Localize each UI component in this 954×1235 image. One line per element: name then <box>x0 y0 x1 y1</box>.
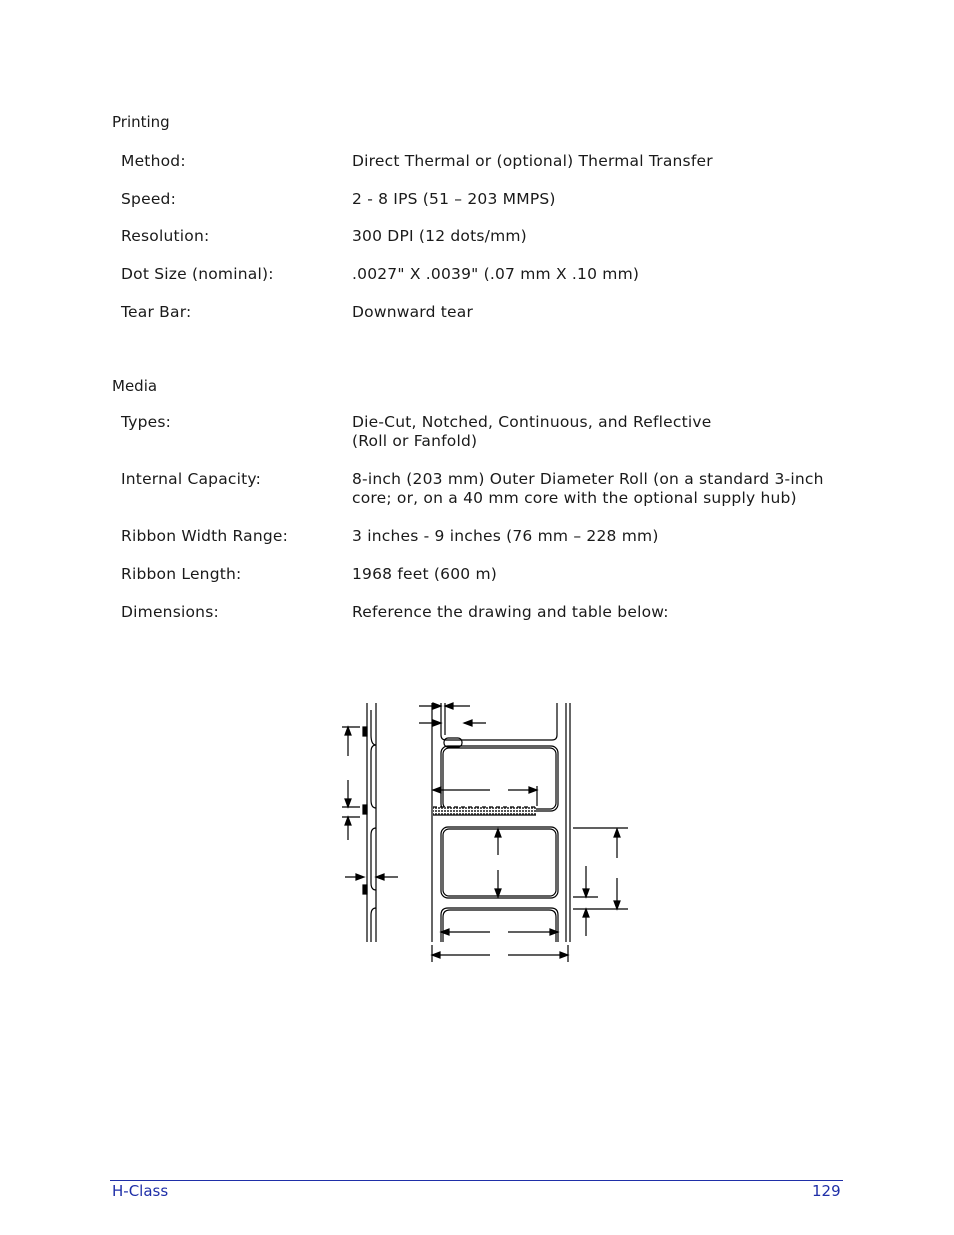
media-side-view <box>363 703 376 942</box>
footer-rule <box>110 1180 843 1181</box>
spec-label-ribbon-length: Ribbon Length: <box>121 565 242 583</box>
spec-label-resolution: Resolution: <box>121 227 210 245</box>
spec-value-ribbon-width: 3 inches - 9 inches (76 mm – 228 mm) <box>352 527 659 545</box>
spec-label-speed: Speed: <box>121 190 177 208</box>
spec-value-method: Direct Thermal or (optional) Thermal Transfer <box>352 152 713 170</box>
spec-label-types: Types: <box>121 413 172 431</box>
spec-value-dot-size: .0027" X .0039" (.07 mm X .10 mm) <box>352 265 640 283</box>
spec-label-internal-capacity: Internal Capacity: <box>121 470 262 488</box>
spec-value-ribbon-length: 1968 feet (600 m) <box>352 565 498 583</box>
side-view-dimension-arrows <box>342 727 398 880</box>
footer-page-number: 129 <box>812 1182 841 1200</box>
printing-heading: Printing <box>112 113 170 131</box>
spec-value-types-line-1: Die-Cut, Notched, Continuous, and Reflective <box>352 413 712 431</box>
spec-label-dot-size: Dot Size (nominal): <box>121 265 274 283</box>
media-front-view <box>432 703 570 942</box>
spec-label-dimensions: Dimensions: <box>121 603 219 621</box>
spec-value-speed: 2 - 8 IPS (51 – 203 MMPS) <box>352 190 556 208</box>
footer-product-name: H-Class <box>112 1182 169 1200</box>
spec-value-internal-capacity-line-2: core; or, on a 40 mm core with the optional supply hub) <box>352 489 797 507</box>
spec-value-dimensions: Reference the drawing and table below: <box>352 603 669 621</box>
spec-value-internal-capacity-line-1: 8-inch (203 mm) Outer Diameter Roll (on a standard 3-inch <box>352 470 824 488</box>
spec-value-tear-bar: Downward tear <box>352 303 474 321</box>
front-view-dimension-arrows <box>419 703 628 962</box>
media-heading: Media <box>112 377 158 395</box>
spec-value-types-line-2: (Roll or Fanfold) <box>352 432 478 450</box>
spec-label-tear-bar: Tear Bar: <box>121 303 192 321</box>
spec-label-method: Method: <box>121 152 186 170</box>
spec-value-resolution: 300 DPI (12 dots/mm) <box>352 227 527 245</box>
spec-label-ribbon-width: Ribbon Width Range: <box>121 527 289 545</box>
